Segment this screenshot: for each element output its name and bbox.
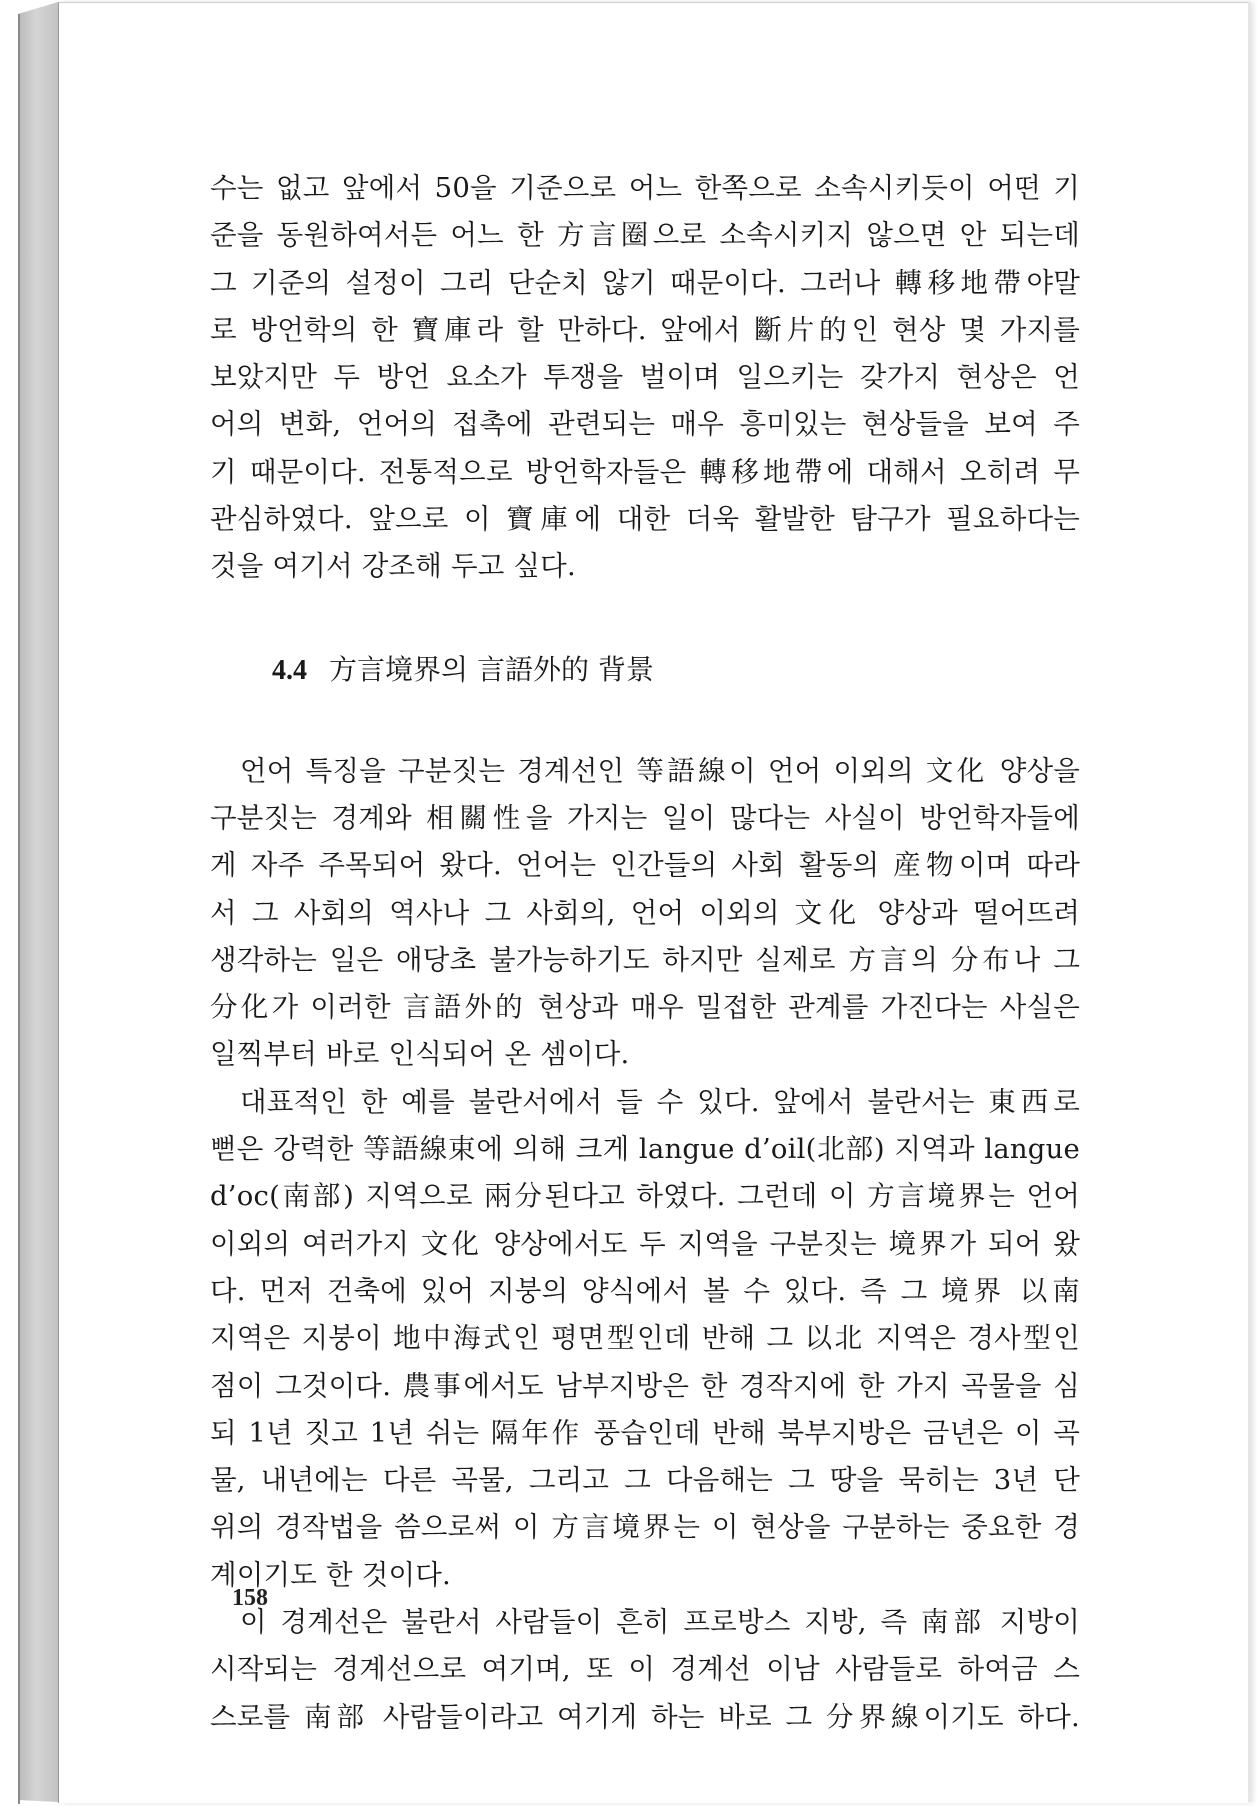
text-line: d’oc(南部) 지역으로 兩分된다고 하였다. 그런데 이 方言境界는 언어	[210, 1180, 1080, 1213]
section-heading	[210, 646, 1080, 693]
text-line: 물, 내년에는 다른 곡물, 그리고 그 다음해는 그 땅을 묵히는 3년 단	[210, 1464, 1080, 1497]
text-line: 기 때문이다. 전통적으로 방언학자들은 轉移地帶에 대해서 오히려 무	[210, 455, 1080, 488]
paragraph-4	[210, 1599, 1080, 1741]
text-line: 준을 동원하여서든 어느 한 方言圈으로 소속시키지 않으면 안 되는데	[210, 219, 1080, 252]
text-line: 로 방언학의 한 寶庫라 할 만하다. 앞에서 斷片的인 현상 몇 가지를	[210, 313, 1080, 346]
text-line: 점이 그것이다. 農事에서도 남부지방은 한 경작지에 한 가지 곡물을 심	[210, 1369, 1080, 1402]
page-number: 158	[232, 1585, 268, 1611]
text-line: 그 기준의 설정이 그리 단순치 않기 때문이다. 그러나 轉移地帶야말	[210, 266, 1080, 299]
text-line: 위의 경작법을 씀으로써 이 方言境界는 이 현상을 구분하는 중요한 경	[210, 1511, 1080, 1544]
section-number: 4.4	[272, 654, 307, 686]
text-line: 대표적인 한 예를 불란서에서 들 수 있다. 앞에서 불란서는 東西로	[240, 1085, 1080, 1118]
paragraph-1	[210, 165, 1080, 591]
book-spine	[18, 2, 58, 1802]
text-line: 지역은 지붕이 地中海式인 평면型인데 반해 그 以北 지역은 경사型인	[210, 1322, 1080, 1355]
text-line: 되 1년 짓고 1년 쉬는 隔年作 풍습인데 반해 북부지방은 금년은 이 곡	[210, 1416, 1080, 1449]
paragraph-2	[210, 748, 1080, 1079]
text-line: 分化가 이러한 言語外的 현상과 매우 밀접한 관계를 가진다는 사실은	[210, 991, 1080, 1024]
text-line: 이 경계선은 불란서 사람들이 흔히 프로방스 지방, 즉 南部 지방이	[240, 1606, 1080, 1639]
book-spine-edge	[18, 14, 20, 1804]
text-line: 어의 변화, 언어의 접촉에 관련되는 매우 흥미있는 현상들을 보여 주	[210, 408, 1080, 441]
text-line: 관심하였다. 앞으로 이 寶庫에 대한 더욱 활발한 탐구가 필요하다는	[210, 503, 1080, 536]
text-line: 언어 특징을 구분짓는 경계선인 等語線이 언어 이외의 文化 양상을	[240, 754, 1080, 787]
text-line: 시작되는 경계선으로 여기며, 또 이 경계선 이남 사람들로 하여금 스	[210, 1653, 1080, 1686]
text-line: 이외의 여러가지 文化 양상에서도 두 지역을 구분짓는 境界가 되어 왔	[210, 1227, 1080, 1260]
text-line: 일찍부터 바로 인식되어 온 셈이다.	[210, 1038, 630, 1071]
page-edge-shade	[1248, 2, 1251, 1802]
text-line: 생각하는 일은 애당초 불가능하기도 하지만 실제로 方言의 分布나 그	[210, 943, 1080, 976]
page-content	[210, 165, 1080, 1741]
text-line: 게 자주 주목되어 왔다. 언어는 인간들의 사회 활동의 産物이며 따라	[210, 849, 1080, 882]
text-line: 뻗은 강력한 等語線束에 의해 크게 langue d’oil(北部) 지역과 langue	[210, 1133, 1080, 1166]
text-line: 수는 없고 앞에서 50을 기준으로 어느 한쪽으로 소속시키듯이 어떤 기	[210, 172, 1080, 204]
text-line: 서 그 사회의 역사나 그 사회의, 언어 이외의 文化 양상과 떨어뜨려	[210, 896, 1080, 929]
text-line: 보았지만 두 방언 요소가 투쟁을 벌이며 일으키는 갖가지 현상은 언	[210, 361, 1080, 394]
text-line: 스로를 南部 사람들이라고 여기게 하는 바로 그 分界線이기도 하다.	[210, 1700, 1080, 1733]
text-line: 계이기도 한 것이다.	[210, 1558, 451, 1591]
section-title: 方言境界의 言語外的 背景	[329, 652, 654, 686]
paragraph-3	[210, 1079, 1080, 1599]
text-line: 구분짓는 경계와 相關性을 가지는 일이 많다는 사실이 방언학자들에	[210, 801, 1080, 834]
text-line: 다. 먼저 건축에 있어 지붕의 양식에서 볼 수 있다. 즉 그 境界 以南	[210, 1274, 1080, 1307]
text-line: 것을 여기서 강조해 두고 싶다.	[210, 550, 576, 583]
